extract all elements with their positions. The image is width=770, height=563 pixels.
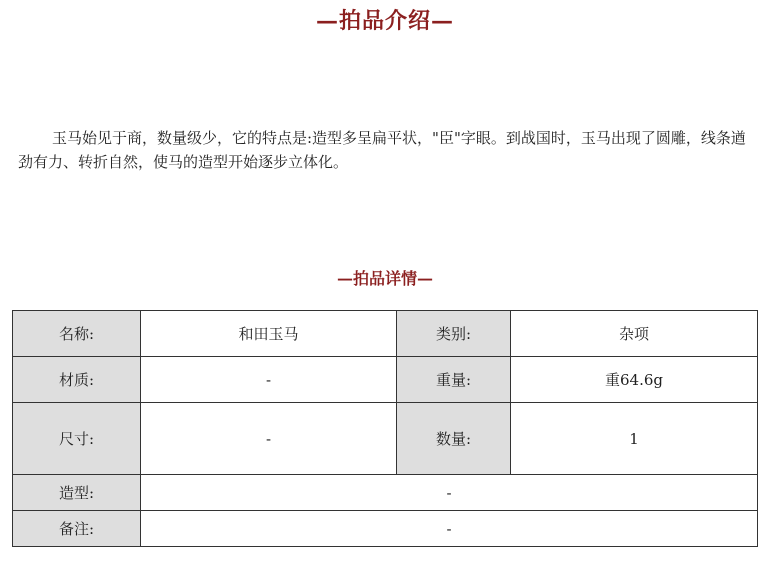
material-value: - (141, 357, 397, 403)
quantity-label: 数量: (397, 403, 511, 475)
weight-value: 重64.6g (511, 357, 758, 403)
table-row-name (13, 311, 758, 357)
details-heading: —拍品详情— (336, 269, 433, 288)
category-value: 杂项 (511, 311, 758, 357)
name-value: 和田玉马 (141, 311, 397, 357)
details-table (12, 310, 758, 547)
quantity-value: 1 (511, 403, 758, 475)
table-row-shape (13, 475, 758, 511)
weight-label: 重量: (397, 357, 511, 403)
material-label: 材质: (13, 357, 141, 403)
shape-value: - (141, 475, 758, 511)
intro-heading: —拍品介绍— (315, 8, 454, 34)
table-row-size (13, 403, 758, 475)
table-row-material (13, 357, 758, 403)
table-row-remarks (13, 511, 758, 547)
intro-paragraph: 玉马始见于商，数量级少，它的特点是:造型多呈扁平状，"臣"字眼。到战国时，玉马出现了圆雕，线条遒劲有力、转折自然，使马的造型开始逐步立体化。 (18, 129, 746, 171)
category-label: 类别: (397, 311, 511, 357)
shape-label: 造型: (13, 475, 141, 511)
name-label: 名称: (13, 311, 141, 357)
remarks-label: 备注: (13, 511, 141, 547)
size-value: - (141, 403, 397, 475)
size-label: 尺寸: (13, 403, 141, 475)
remarks-value: - (141, 511, 758, 547)
